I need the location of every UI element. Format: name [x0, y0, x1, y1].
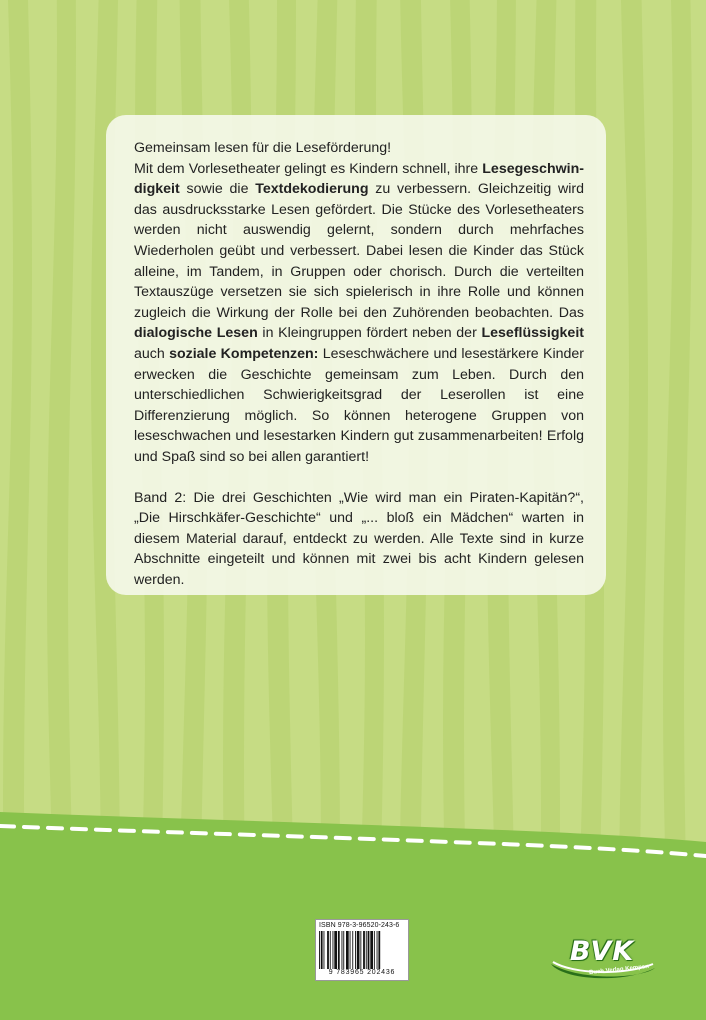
barcode-digits: 9 783965 202436: [328, 969, 396, 976]
barcode-bar: [350, 931, 351, 969]
bold-phrase: soziale Kompetenzen:: [169, 345, 319, 362]
barcode-bar: [343, 931, 344, 969]
text-run: Mit dem Vorlesetheater gelingt es Kindern schnell, ihre: [134, 160, 483, 177]
isbn-barcode: [315, 919, 409, 981]
text-run: Leseschwächere und lesestärkere Kinder erwecken die Geschichte gemeinsam zum Leben. Durch den unterschiedlichen Schwierigkeitsgrad der Leserollen ist eine Differenzierung möglich. So können heterogene Gruppen von leseschwachen und lesestarken Kindern gut zusammenarbeiten! Erfolg und Spaß sind so bei allen garantiert!: [134, 345, 584, 465]
text-run: Gemeinsam lesen für die Leseförderung!: [134, 140, 392, 156]
description-paragraph-2: Band 2: Die drei Geschichten „Wie wird man ein Piraten-Kapitän?“, „Die Hirschkäfer-Geschichte“ und „... bloß ein Mädchen“ warten in diesem Material darauf, entdeckt zu werden. Alle Texte sind in kurze Abschnitte eingeteilt und können mit zwei bis acht Kindern gelesen werden.: [134, 489, 584, 588]
description-paragraph-1: [134, 138, 584, 468]
barcode-bar: [357, 931, 360, 969]
barcode-bar: [334, 931, 337, 969]
barcode-bars: [319, 931, 405, 969]
barcode-bar: [355, 931, 356, 969]
barcode-bar: [324, 931, 325, 969]
logo-name: BVK: [569, 936, 635, 967]
publisher-logo: [543, 934, 661, 984]
bold-phrase: Lesegeschwindigkeit: [134, 160, 584, 198]
bottom-green-band: [0, 812, 706, 1020]
text-run: zu verbessern. Gleichzeitig wird das ausdrucksstarke Lesen gefördert. Die Stücke des Vorlesetheaters werden nicht auswendig gelernt, sondern durch mehrfaches Wiederholen geübt und verbessert. Dabei lesen die Kinder das Stück alleine, im Tandem, in Gruppen oder chorisch. Durch die verteilten Textauszüge versetzen sie sich spielerisch in ihre Rolle und können zugleich die Wirkung der Rolle bei den Zuhörenden beobachten. Das: [134, 181, 584, 321]
barcode-bar: [333, 931, 334, 969]
barcode-bar: [327, 931, 329, 969]
text-run: auch: [134, 345, 170, 362]
barcode-bar: [368, 931, 370, 969]
barcode-bar: [321, 931, 323, 969]
barcode-bar: [366, 931, 367, 969]
bold-phrase: dialogische Lesen: [134, 325, 258, 342]
barcode-bar: [374, 931, 375, 969]
barcode-bar: [352, 931, 353, 969]
isbn-label: ISBN 978-3-96520-243-6: [319, 922, 400, 929]
description-text: [134, 138, 584, 590]
barcode-bar: [342, 931, 343, 969]
barcode-bar: [363, 931, 365, 969]
bold-phrase: Textdekodierung: [255, 181, 369, 198]
text-run: in Kleingruppen fördert neben der: [257, 325, 482, 342]
text-run: sowie die: [179, 181, 256, 198]
logo-subtitle: Buch Verlag Kempen: [588, 963, 650, 977]
barcode-bar: [319, 931, 320, 969]
bold-phrase: Leseflüssigkeit: [481, 325, 584, 342]
barcode-bar: [378, 931, 380, 969]
barcode-bar: [338, 931, 340, 969]
barcode-bar: [360, 931, 361, 969]
barcode-bar: [370, 931, 373, 969]
barcode-bar: [330, 931, 331, 969]
barcode-bar: [346, 931, 349, 969]
barcode-bar: [377, 931, 378, 969]
